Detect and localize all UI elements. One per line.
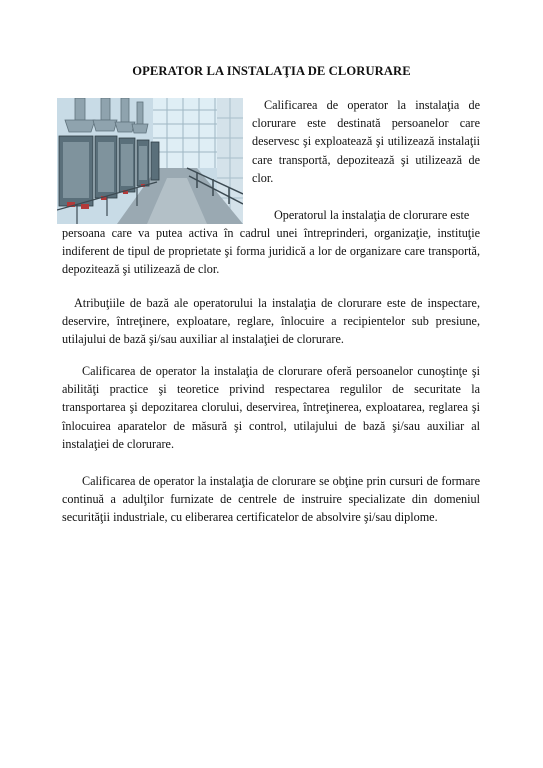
page-title: OPERATOR LA INSTALAŢIA DE CLORURARE	[132, 64, 411, 78]
paragraph-3: Atribuţiile de bază ale operatorului la instalaţia de clorurare este de inspectare, deservire, întreţinere, exploatare, reglare, înlocuire a recipientelor sub presiune, utilajului de bază şi/sau auxiliar al instalaţiei de clorurare.	[62, 296, 480, 347]
paragraph-2-first-line: Operatorul la instalaţia de clorurare este	[274, 208, 470, 222]
paragraph-4: Calificarea de operator la instalaţia de clorurare oferă persoanelor cunoştinţe şi abilităţi practice şi teoretice privind respectarea regulilor de securitate la transportarea şi depozitarea clorului, deservirea, întreţinerea, exploatarea, reglarea şi înlocuirea aparatelor de măsură şi control, utilajului de bază şi/sau auxiliar al instalaţiei de clorurare.	[62, 364, 480, 451]
paragraph-1: Calificarea de operator la instalaţia de clorurare este destinată persoanelor care deservesc şi exploatează şi utilizează instalaţii care transportă, depozitează şi utilizează de clor.	[252, 98, 480, 185]
paragraph-2: persoana care va putea activa în cadrul unei întreprinderi, organizaţie, instituţie indiferent de tipul de proprietate şi forma juridică a lor de organizare care transportă, depozitează şi utilizează de clor.	[62, 226, 480, 277]
paragraph-5: Calificarea de operator la instalaţia de clorurare se obţine prin cursuri de formare continuă a adulţilor furnizate de centrele de instruire specializate din domeniul securităţii industriale, cu eliberarea certificatelor de absolvire şi/sau diplome.	[62, 474, 480, 525]
chlorination-facility-photo	[57, 98, 243, 224]
